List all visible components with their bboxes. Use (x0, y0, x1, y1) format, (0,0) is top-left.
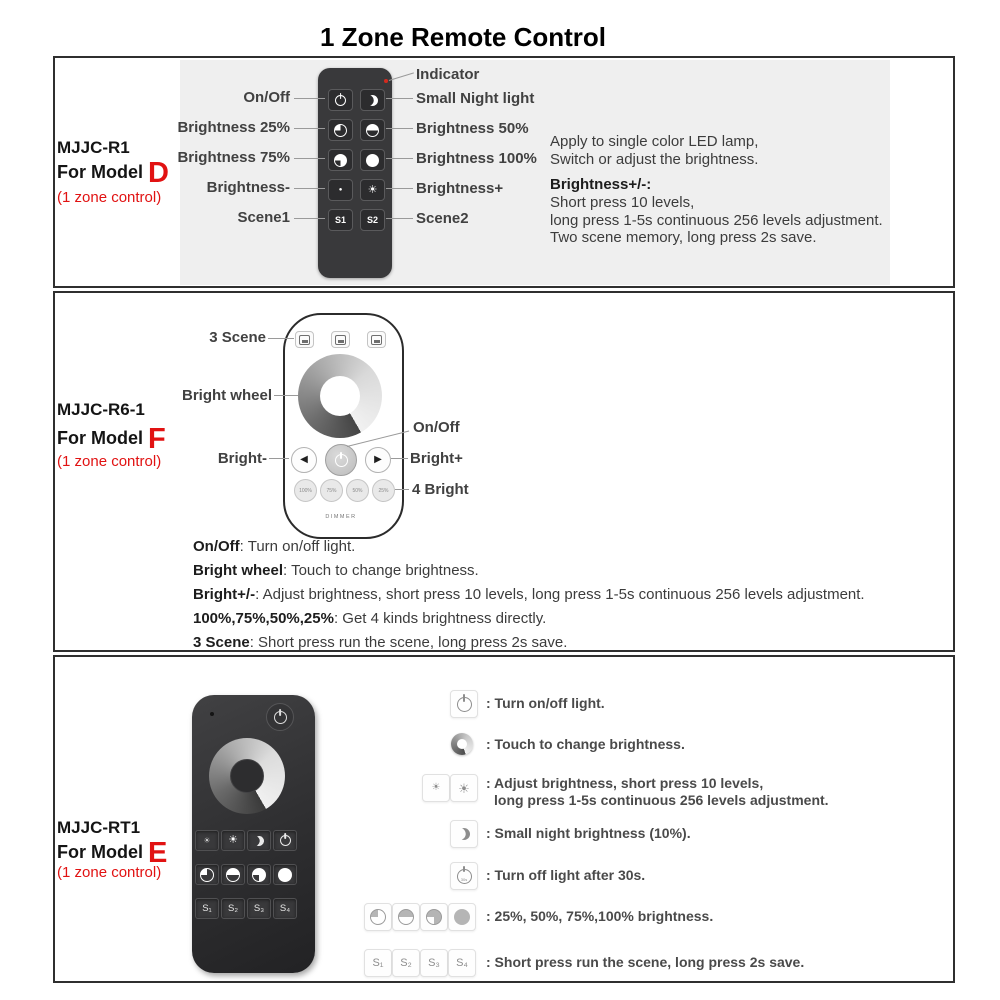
pie-25-icon (334, 124, 347, 137)
power-30s-icon (457, 869, 472, 884)
callout-line (294, 128, 325, 129)
legend-s1-box: S₁ (364, 949, 392, 977)
callout-line (386, 128, 413, 129)
power-icon (335, 95, 346, 106)
bright-100-button: 100% (294, 479, 317, 502)
callout-3scene: 3 Scene (209, 329, 266, 346)
pie-100-icon (278, 868, 292, 882)
section3-for-model (57, 837, 168, 869)
callout-line (294, 158, 325, 159)
pie-50-icon (398, 909, 414, 925)
callout-line (274, 395, 298, 396)
callout-night-light: Small Night light (416, 90, 535, 107)
scene-button-3 (367, 331, 386, 348)
brightness-heading: Brightness+/-: (550, 176, 652, 193)
brightness-line-3: Two scene memory, long press 2s save. (550, 229, 817, 246)
pie-75-icon (426, 909, 442, 925)
brightness-line-2: long press 1-5s continuous 256 levels adjustment. (550, 212, 883, 229)
callout-line (386, 218, 413, 219)
indicator-hole (210, 712, 214, 716)
callout-brightness-25: Brightness 25% (177, 119, 290, 136)
callout-line (294, 218, 325, 219)
legend-pie-50-box (392, 903, 420, 931)
model-letter: D (148, 157, 169, 189)
callout-line (391, 458, 408, 459)
model-letter: E (148, 837, 168, 869)
save-icon (335, 335, 346, 345)
section1-model-name: MJJC-R1 (57, 138, 130, 157)
callout-brightness-50: Brightness 50% (416, 120, 529, 137)
pie-25-icon (370, 909, 386, 925)
callout-4bright: 4 Bright (412, 481, 469, 498)
legend-pie-75-box (420, 903, 448, 931)
legend-wheel-icon (451, 733, 473, 755)
desc-wheel (193, 562, 479, 580)
power-icon (274, 711, 287, 724)
bright-25-button: 25% (372, 479, 395, 502)
pie-75-icon (252, 868, 266, 882)
bright-minus-button (291, 447, 317, 473)
pie-25-icon (200, 868, 214, 882)
night-light-button (247, 830, 271, 851)
desc-term: Bright+/- (193, 586, 256, 603)
save-icon (299, 335, 310, 345)
save-icon (371, 335, 382, 345)
legend-bright-text-2: long press 1-5s continuous 256 levels adjustment. (494, 792, 829, 808)
power-icon (335, 454, 348, 467)
section3-model-name: MJJC-RT1 (57, 818, 141, 837)
bright-wheel (209, 738, 285, 814)
desc-bright (193, 586, 865, 604)
brightness-100-button (273, 864, 297, 885)
brightness-minus-button (328, 179, 353, 201)
section3-zone-note: (1 zone control) (57, 864, 162, 881)
scene-button-2 (331, 331, 350, 348)
callout-brightness-75: Brightness 75% (177, 149, 290, 166)
callout-brightness-minus: Brightness- (206, 179, 290, 196)
sun-icon: ☀ (228, 834, 238, 846)
desc-scene (193, 634, 567, 652)
pie-100-icon (366, 154, 379, 167)
brightness-plus-button (221, 830, 245, 851)
brightness-25-button (195, 864, 219, 885)
onoff-button (325, 444, 357, 476)
moon-icon (252, 834, 266, 848)
brightness-50-button (360, 119, 385, 141)
desc-term: On/Off (193, 538, 240, 555)
callout-line (386, 188, 413, 189)
night-light-button (360, 89, 385, 111)
sun-icon: ☀ (367, 183, 378, 196)
callout-scene2: Scene2 (416, 210, 469, 227)
scene1-button: S1 (328, 209, 353, 231)
desc-term: Bright wheel (193, 562, 284, 579)
apply-line-1: Apply to single color LED lamp, (550, 133, 759, 150)
moon-icon (365, 92, 380, 107)
legend-s3-box: S₃ (420, 949, 448, 977)
arrow-right-icon: ▶ (374, 454, 382, 465)
section2-zone-note: (1 zone control) (57, 453, 162, 470)
callout-bright-plus: Bright+ (410, 450, 463, 467)
arrow-left-icon: ◀ (300, 454, 308, 465)
pie-100-icon (454, 909, 470, 925)
desc-pct (193, 610, 546, 628)
bright-75-button: 75% (320, 479, 343, 502)
onoff-button (328, 89, 353, 111)
brightness-75-button (247, 864, 271, 885)
desc-text: : Get 4 kinds brightness directly. (333, 610, 547, 627)
callout-onoff: On/Off (243, 89, 290, 106)
callout-scene1: Scene1 (237, 209, 290, 226)
pie-50-icon (226, 868, 240, 882)
pie-50-icon (366, 124, 379, 137)
legend-pie-25-box (364, 903, 392, 931)
bright-wheel-hole (230, 759, 264, 793)
callout-onoff: On/Off (413, 419, 460, 436)
pie-75-icon (334, 154, 347, 167)
desc-text: : Turn on/off light. (239, 538, 356, 555)
desc-onoff (193, 538, 355, 556)
legend-pie-100-box (448, 903, 476, 931)
scene1-button: S₁ (195, 898, 219, 919)
callout-indicator: Indicator (416, 66, 480, 83)
power-icon (280, 835, 291, 846)
apply-line-2: Switch or adjust the brightness. (550, 151, 759, 168)
desc-text: : Touch to change brightness. (283, 562, 479, 579)
brightness-line-1: Short press 10 levels, (550, 194, 695, 211)
callout-line (269, 458, 289, 459)
bright-plus-button (365, 447, 391, 473)
callout-brightness-plus: Brightness+ (416, 180, 504, 197)
legend-onoff-text: : Turn on/off light. (486, 695, 605, 711)
legend-off30-text: : Turn off light after 30s. (486, 867, 646, 883)
section2-model-name: MJJC-R6-1 (57, 400, 145, 419)
onoff-button (266, 703, 294, 731)
brightness-75-button (328, 149, 353, 171)
desc-text: : Short press run the scene, long press 2s save. (249, 634, 568, 651)
scene-button-1 (295, 331, 314, 348)
callout-line (386, 98, 413, 99)
dimmer-label: DIMMER (325, 514, 357, 520)
legend-sun-box (450, 774, 478, 802)
callout-bright-wheel: Bright wheel (181, 387, 272, 404)
callout-line (294, 188, 325, 189)
section2-for-model (57, 423, 166, 455)
callout-line (268, 338, 294, 339)
callout-line (386, 158, 413, 159)
bright-wheel-hole (320, 376, 360, 416)
desc-term: 3 Scene (193, 634, 250, 651)
legend-bright-text-1: : Adjust brightness, short press 10 levels, (486, 775, 764, 791)
section1-zone-note: (1 zone control) (57, 189, 162, 206)
model-letter: F (148, 423, 166, 455)
legend-night-text: : Small night brightness (10%). (486, 825, 691, 841)
legend-s4-box: S₄ (448, 949, 476, 977)
onoff-30s-button (273, 830, 297, 851)
brightness-25-button (328, 119, 353, 141)
for-model-text: For Model (57, 842, 143, 862)
power-icon (457, 697, 472, 712)
callout-line (294, 98, 325, 99)
legend-sun-dim-box (422, 774, 450, 802)
sun-dim-icon: ☀ (431, 782, 441, 793)
bright-50-button: 50% (346, 479, 369, 502)
legend-power-30s-box (450, 862, 478, 890)
sun-icon: ☀ (458, 780, 470, 796)
legend-wheel-text: : Touch to change brightness. (486, 736, 685, 752)
desc-text: : Adjust brightness, short press 10 levels, long press 1-5s continuous 256 levels adjustment. (255, 586, 865, 603)
scene4-button: S₄ (273, 898, 297, 919)
brightness-plus-button (360, 179, 385, 201)
scene2-button: S₂ (221, 898, 245, 919)
callout-bright-minus: Bright- (217, 450, 267, 467)
power-30s-label: 30s (460, 876, 468, 882)
legend-pct-text: : 25%, 50%, 75%,100% brightness. (486, 908, 714, 924)
moon-icon (456, 826, 473, 843)
legend-moon-box (450, 820, 478, 848)
callout-brightness-100: Brightness 100% (416, 150, 537, 167)
brightness-minus-button (195, 830, 219, 851)
brightness-100-button (360, 149, 385, 171)
legend-wheel-hole (457, 739, 467, 749)
scene2-button: S2 (360, 209, 385, 231)
indicator-led (384, 79, 388, 83)
bright-wheel (298, 354, 382, 438)
page-title: 1 Zone Remote Control (320, 22, 607, 52)
sun-dim-icon: ☀ (203, 835, 211, 845)
brightness-50-button (221, 864, 245, 885)
dim-dot-icon: ● (338, 187, 343, 193)
legend-s2-box: S₂ (392, 949, 420, 977)
desc-term: 100%,75%,50%,25% (193, 610, 334, 627)
legend-scene-text: : Short press run the scene, long press 2s save. (486, 954, 805, 970)
for-model-text: For Model (57, 162, 143, 182)
for-model-text: For Model (57, 428, 143, 448)
legend-power-box (450, 690, 478, 718)
scene3-button: S₃ (247, 898, 271, 919)
callout-line (395, 489, 409, 490)
